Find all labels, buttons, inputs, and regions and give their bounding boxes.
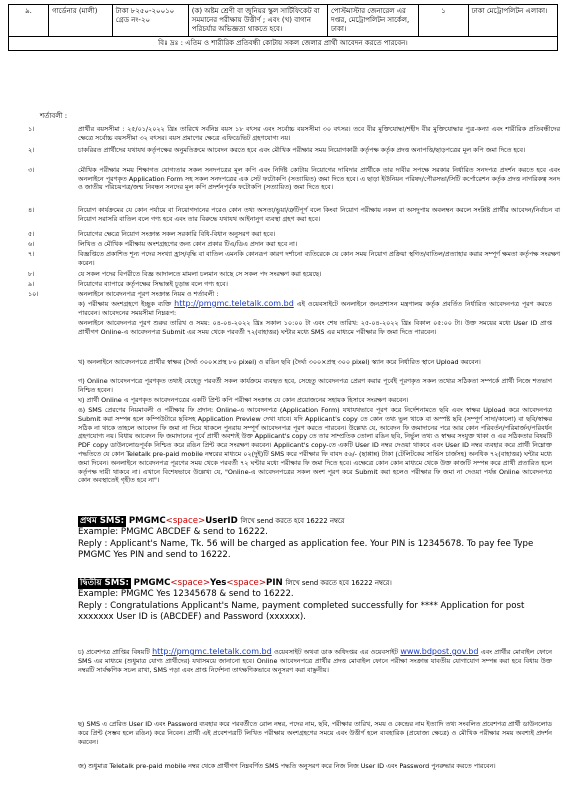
- application-site-link[interactable]: http://pmgmc.teletalk.com.bd: [174, 299, 294, 308]
- salary-cell: টাকা ৮২৫০-২০০১০ গ্রেড নং-২০: [112, 5, 188, 37]
- table-note: বিঃ দ্রঃ : এতিম ও শারীরিক প্রতিবন্ধী কোটায় সকল জেলার প্রার্থী আবেদন করতে পারবেন।: [9, 37, 558, 51]
- count-cell: ১: [419, 5, 469, 37]
- first-sms-block: [78, 516, 552, 562]
- send-instruction: লিখে send করতে হবে 16222 নম্বরে: [240, 517, 345, 525]
- instruction-e: ঙ) SMS প্রেরণের নিয়মাবলী ও পরীক্ষার ফি প্রদান: Online-এ আবেদনপত্র (Application Form) যথাযথভাবে পূরণ করে নির্দেশনামতে ছবি এবং স্বাক্ষর Upload করে আবেদনপত্র Submit করা সম্পন্ন হলে কম্পিউটারে ছবিসহ Application Preview দেখা যাবে। যদি Applicant's copy তে কোন তথ্য ভুল থাকে বা অস্পষ্ট ছবি (সম্পূর্ণ সাদা/কালো) বা ছবি/স্বাক্ষর সঠিক না থাকে তাহলে আবেদন ফি জমা না দিয়ে থাকলে পুনরায় সম্পূর্ণ আবেদনপত্র পূরণ করতে পারবেন। উল্লেখ্য যে, আবেদন ফি জমাদানের পরে আর কোন পরিবর্তন/পরিমার্জন/পরিবর্ধন গ্রহণযোগ্য নয়। বিধায় আবেদন ফি জমাদানের পূর্বে প্রার্থী অবশ্যই উক্ত Applicant's copy তে তার সাম্প্রতিক তোলা রঙিন ছবি, নির্ভুল তথ্য ও স্বাক্ষর সংযুক্ত থাকা ও এর সঠিকতার বিষয়টি PDF copy ডাউনলোডপূর্বক নিশ্চিত করে রঙিন প্রিন্ট করে সংরক্ষণ করবেন। Applicant's copy-তে একটি User ID নম্বর দেওয়া থাকবে এবং User ID নম্বর ব্যবহার করে প্রার্থী নিম্নোক্ত পদ্ধতিতে যে কোন Teletalk pre-paid mobile নম্বরের মাধ্যমে ০২(দুই)টি SMS করে পরীক্ষার ফি বাবদ ৫৬/- (ছাপ্পান্ন) টাকা (টেলিটকের সার্ভিস চার্জসহ) অনধিক ৭২(বাহাত্তর) ঘন্টার মধ্যে জমা দিবেন। অনলাইনে আবেদনপত্র পূরণের সময় থেকে পরবর্তী ৭২ ঘন্টার মধ্যে পরীক্ষার ফি জমা দিতে হবে। এক্ষেত্রে কোন কোন মাধ্যমে থেকে উক্ত কাজটি সম্পন্ন করে প্রার্থী প্রতারিত হলে কর্তৃপক্ষ দায়ী থাকবে না। এখানে বিশেষভাবে উল্লেখ্য যে, "Online-এ আবেদনপত্রের সকল অংশ পূরণ করে Submit করা হলেও পরীক্ষার ফি জমা না দেওয়া পর্যন্ত Online আবেদনপত্র কোন অবস্থাতেই গৃহীত হবে না"।: [78, 406, 552, 485]
- condition-number: ৩।: [28, 166, 35, 174]
- space-token: <space>: [165, 516, 206, 526]
- second-sms-reply: Reply : Congratulations Applicant's Name, payment completed successfully for **** Application for post xxxxxxx User ID is (ABCDEF) and Password (xxxxxx).: [78, 600, 525, 623]
- condition-number: ৭।: [28, 250, 35, 258]
- instruction-b: খ) অনলাইনে আবেদনপত্রে প্রার্থীর স্বাক্ষর (দৈর্ঘ্য ৩০০×প্রস্থ ৮০ pixel) ও রঙিন ছবি (দৈর্ঘ্য ৩০০×প্রস্থ ৩০০ pixel) স্ক্যান করে নির্ধারিত স্থানে Upload করবেন।: [78, 358, 481, 366]
- condition-number: ১০।: [28, 290, 39, 298]
- bdpost-site-link[interactable]: www.bdpost.gov.bd: [400, 647, 479, 656]
- qualification-cell: (ক) অষ্টম শ্রেণী বা জুনিয়র স্কুল সার্টিফিকেট বা সমমানের পরীক্ষায় উত্তীর্ণ ; এবং (খ) বাগান পরিচর্যার অভিজ্ঞতা থাকতে হবে।: [188, 5, 327, 37]
- vacancy-table: [8, 4, 558, 51]
- sms-pin: PIN: [266, 578, 283, 588]
- condition-text: অনলাইনে আবেদনপত্র পূরণ সংক্রান্ত নিয়ম ও শর্তাবলী :: [78, 290, 219, 298]
- instruction-ch-prefix: চ) প্রবেশপত্র প্রাপ্তির বিষয়টি: [78, 648, 150, 656]
- instruction-chh: ছ) SMS এ প্রেরিত User ID এবং Password ব্যবহার করে পরবর্তীতে রোল নম্বর, পদের নাম, ছবি, পরীক্ষার তারিখ, সময় ও কেন্দ্রের নাম ইত্যাদি তথ্য সংবলিত প্রবেশপত্র প্রার্থী ডাউনলোড করে প্রিন্ট (সম্ভব হলে রঙিন) করে নিবেন। প্রার্থী এই প্রবেশপত্রটি লিখিত পরীক্ষায় অংশগ্রহণের সময়ে এবং উত্তীর্ণ হলে ব্যবহারিক (প্রযোজ্য ক্ষেত্রে) ও মৌখিক পরীক্ষার সময় অবশ্যই প্রদর্শন করবেন।: [78, 720, 552, 746]
- instruction-ch-middle: ওয়েবসাইট অথবা ডাক অধিদপ্তর এর ওয়েবসাইট: [274, 648, 398, 656]
- office-cell: পোস্টমাস্টার জেনারেল এর দপ্তর, মেট্রোপলিটন সার্কেল, ঢাকা।: [327, 5, 418, 37]
- condition-text: নিয়োগের ক্ষেত্রে নিয়োগ সংক্রান্ত সকল সরকারি বিধি-বিধান অনুসরণ করা হবে।: [78, 230, 276, 238]
- condition-text: চাকরিরত প্রার্থীদের যথাযথ কর্তৃপক্ষের অনুমতিক্রমে আবেদন করতে হবে এবং মৌখিক পরীক্ষার সময় নিয়োগকারী কর্তৃপক্ষ কর্তৃক প্রদত্ত অনাপত্তি/ছাড়পত্রের মূল কপি জমা দিতে হবে।: [78, 146, 526, 154]
- conditions-heading: শর্তাবলী :: [40, 112, 68, 120]
- instruction-ch: [78, 648, 552, 674]
- send-instruction: লিখে send করতে হবে 16222 নম্বরে।: [285, 579, 392, 587]
- second-sms-format: [78, 578, 552, 589]
- first-sms-example: Example: PMGMC ABCDEF & send to 16222.: [78, 527, 268, 538]
- second-sms-block: [78, 578, 552, 624]
- area-cell: ঢাকা মেট্রোপলিটন এলাকা।: [468, 5, 557, 37]
- instruction-a: [78, 300, 552, 318]
- instruction-ch-suffix: এবং প্রার্থীর মোবাইল ফোনে SMS এর মাধ্যমে (শুধুমাত্র যোগ্য প্রার্থীদের) যথাসময়ে জানানো হবে। Online আবেদনপত্রে প্রার্থীর প্রদত্ত মোবাইল ফোনে পরীক্ষা সংক্রান্ত যাবতীয় যোগাযোগ সম্পন্ন করা হবে বিধায় উক্ত নম্বরটি সার্বক্ষণিক সচল রাখা, SMS পড়া এবং প্রাপ্ত নির্দেশনা তাৎক্ষণিকভাবে অনুসরণ করা বাঞ্ছনীয়।: [78, 648, 552, 674]
- second-sms-example: Example: PMGMC Yes 12345678 & send to 16222.: [78, 589, 294, 600]
- space-token: <space>: [226, 578, 267, 588]
- sms-keyword: PMGMC: [128, 516, 166, 526]
- condition-number: ৯।: [28, 280, 35, 288]
- condition-number: ৬।: [28, 240, 35, 248]
- condition-text: নিয়োগ কার্যক্রমের যে কোন পর্যায়ে বা নিয়োগদানের পরেও কোন তথ্য অসত্য/ভুয়া/ত্রুটিপূর্ণ বলে কিংবা নিয়োগ পরীক্ষায় নকল বা অসদুপায় অবলম্বন করলে সংশ্লিষ্ট প্রার্থীর আবেদন/নির্বাচন বা নিয়োগ সরাসরি বাতিল বলে গণ্য হবে এবং তার বিরুদ্ধে যথাযথ আইনানুগ ব্যবস্থা গ্রহণ করা হবে।: [78, 206, 560, 223]
- condition-number: ৫।: [28, 230, 35, 238]
- condition-text: মৌখিক পরীক্ষার সময় শিক্ষাগত যোগ্যতার সকল সনদপত্রের মূল কপি এবং নির্দিষ্ট কোটায় নিয়োগের দাবিদার প্রার্থীকে তার দাবীর সপক্ষে সরকার নির্ধারিত সনদপত্র প্রদর্শন করতে হবে এবং অনলাইনে পূরণকৃত Application Form সহ সকল সনদপত্রের এক সেট ফটোকপি (সত্যায়িত) জমা দিতে হবে। এ ছাড়া ইউনিয়ন পরিষদ/পৌরসভা/সিটি কর্পোরেশন কর্তৃক প্রদত্ত নাগরিকত্ব সনদ ও জাতীয় পরিচয়পত্র/জন্ম নিবন্ধন সনদের মূল কপি প্রদর্শনপূর্বক ফটোকপি (সত্যায়িত) জমা দিতে হবে।: [78, 166, 560, 192]
- instruction-a-prefix: ক) পরীক্ষায় অংশগ্রহণে ইচ্ছুক ব্যক্তি: [78, 300, 172, 308]
- condition-number: ২।: [28, 146, 35, 154]
- condition-text: প্রার্থীর বয়সসীমা : ২৫/০১/২০২২ খ্রিঃ তারিখে সর্বনিম্ন বয়স ১৮ বৎসর এবং সর্বোচ্চ বয়সসীমা ৩০ বৎসর। তবে বীর মুক্তিযোদ্ধা/শহীদ বীর মুক্তিযোদ্ধার পুত্র-কন্যা এবং শারীরিক প্রতিবন্ধীদের ক্ষেত্রে সর্বোচ্চ বয়সসীমা ৩২ বৎসর। বয়স প্রমাণের ক্ষেত্রে এফিডেভিট গ্রহণযোগ্য নয়।: [78, 125, 560, 142]
- first-sms-reply: Reply : Applicant's Name, Tk. 56 will be charged as application fee. Your PIN is 12345678. To pay fee Type PMGMC Yes PIN and send to 16222.: [78, 538, 534, 561]
- instruction-j: জ) শুধুমাত্র Teletalk pre-paid mobile নম্বর থেকে প্রার্থীগণ নিম্নবর্ণিত SMS পদ্ধতি অনুসরণ করে নিজ নিজ User ID এবং Password পুনরুদ্ধার করতে পারবেন।: [78, 762, 496, 770]
- condition-number: ৪।: [28, 206, 35, 214]
- serial-cell: ৯.: [9, 5, 49, 37]
- condition-text: নিয়োগের ব্যাপারে কর্তৃপক্ষের সিদ্ধান্তই চূড়ান্ত বলে গণ্য হবে।: [78, 280, 228, 288]
- instruction-a-dates: অনলাইনে আবেদনপত্র পূরণ শুরুর তারিখ ও সময়: ০৪-০৪-২০২২ খ্রিঃ সকাল ১০:০০ টা এবং শেষ তারিখ: ২৫-০৪-২০২২ খ্রিঃ বিকাল ০৫:০০ টা। উক্ত সময়ের মধ্যে User ID প্রাপ্ত প্রার্থীগণ Online-এ আবেদনপত্র Submit এর সময় থেকে পরবর্তী ৭২(বাহাত্তর) ঘন্টার মধ্যে SMS এর মাধ্যমে পরীক্ষার ফি জমা দিতে পারবেন।: [78, 319, 552, 336]
- sms-keyword: PMGMC: [133, 578, 171, 588]
- post-cell: গার্ডেনার (মালী): [49, 5, 113, 37]
- first-sms-format: [78, 516, 552, 527]
- condition-number: ১।: [28, 125, 35, 133]
- admit-card-site-link[interactable]: http://pmgmc.teletalk.com.bd: [152, 647, 272, 656]
- second-sms-label: দ্বিতীয় SMS:: [80, 578, 129, 588]
- table-row: [9, 5, 558, 37]
- condition-text: লিখিত ও মৌখিক পরীক্ষায় অংশগ্রহণের জন্য কোন প্রকার টিএ/ডিএ প্রদান করা হবে না।: [78, 240, 298, 248]
- instruction-d: ঘ) প্রার্থী Online এ পূরণকৃত আবেদনপত্রের একটি প্রিন্ট কপি পরীক্ষা সংক্রান্ত যে কোন প্রয়োজনের সহায়ক হিসাবে সংরক্ষণ করবেন।: [78, 396, 409, 404]
- condition-number: ৮।: [28, 270, 35, 278]
- table-note-row: [9, 37, 558, 51]
- condition-text: বিজ্ঞপ্তিতে প্রকাশিত শূন্য পদের সংখ্যা হ্রাস/বৃদ্ধি বা বাতিল এমনকি কোনরূপ কারণ দর্শানো ব্যতিরেকে যে কোন সময় নিয়োগ প্রক্রিয়া স্থগিত/বাতিল/প্রত্যাহার করার সম্পূর্ণ ক্ষমতা কর্তৃপক্ষ সংরক্ষণ করেন।: [78, 250, 560, 267]
- space-token: <space>: [170, 578, 211, 588]
- sms-yes: Yes: [210, 578, 227, 588]
- instruction-c: গ) Online আবেদনপত্রে পূরণকৃত তথ্যই যেহেতু পরবর্তী সকল কার্যক্রমে ব্যবহৃত হবে, সেহেতু আবেদনপত্র প্রেরণ করার পূর্বেই পূরণকৃত সকল তথ্যের সঠিকতা সম্পর্কে প্রার্থী নিজে শতভাগ নিশ্চিত হবেন।: [78, 377, 552, 394]
- sms-userid: UserID: [205, 516, 238, 526]
- condition-text: যে সকল পদের বিপরীতে বিজ্ঞ আদালতে মামলা চলমান আছে সে সকল পদ সংরক্ষণ করা হয়েছে।: [78, 270, 322, 278]
- instruction-a-suffix: এই ওয়েবসাইটে অনলাইনে জনপ্রশাসন মন্ত্রণালয় কর্তৃক প্রবর্তিত নির্ধারিত আবেদনপত্র পূরণ করতে পারবেন। আবেদনের সময়সীমা নিম্নরূপ:: [78, 300, 552, 317]
- first-sms-label: প্রথম SMS:: [80, 516, 125, 526]
